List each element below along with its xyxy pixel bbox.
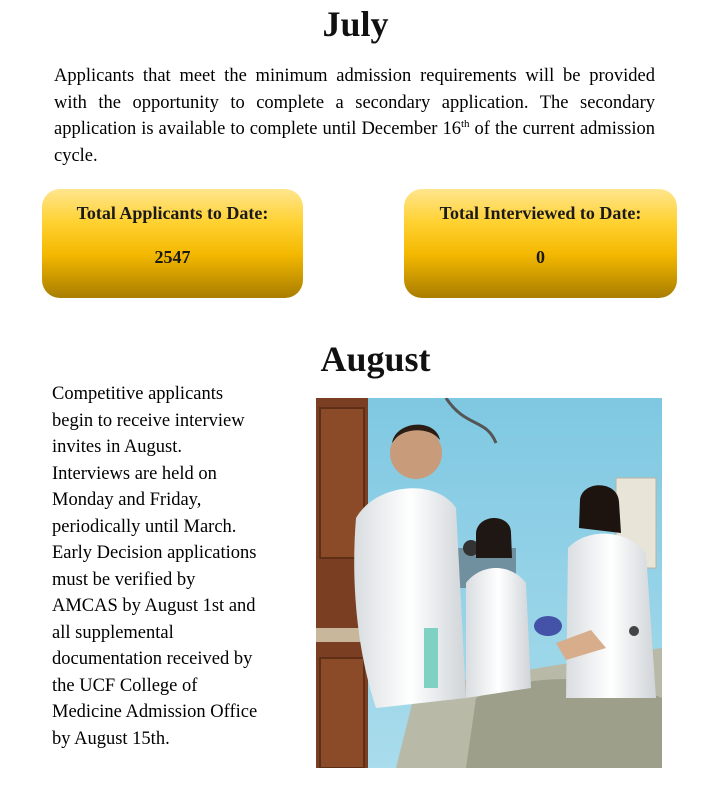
july-heading: July bbox=[322, 4, 389, 44]
august-paragraph: Competitive applicants begin to receive interview invites in August. Interviews are held on Monday and Friday, periodically until March. Early Decision applications must be verified by AMCAS by August 1st and all supplemental documentation received by the UCF College of Medicine Admission Office by August 15th. bbox=[52, 384, 258, 749]
total-applicants-card bbox=[42, 189, 303, 298]
total-applicants-value: 2547 bbox=[154, 247, 191, 267]
ordinal-suffix: th bbox=[460, 117, 470, 130]
august-heading: August bbox=[320, 339, 431, 379]
july-paragraph-end: of the current admission cycle. bbox=[54, 119, 655, 166]
total-interviewed-value: 0 bbox=[536, 247, 545, 267]
july-paragraph bbox=[54, 63, 655, 169]
total-interviewed-label: Total Interviewed to Date: bbox=[439, 203, 642, 223]
july-paragraph-text: Applicants that meet the minimum admission requirements will be provided with the opportunity to complete a secondary application. The secondary application is available to complete until December 16 bbox=[54, 66, 655, 139]
total-interviewed-card bbox=[404, 189, 677, 298]
medical-students-photo bbox=[316, 398, 662, 768]
total-applicants-label: Total Applicants to Date: bbox=[76, 203, 269, 223]
